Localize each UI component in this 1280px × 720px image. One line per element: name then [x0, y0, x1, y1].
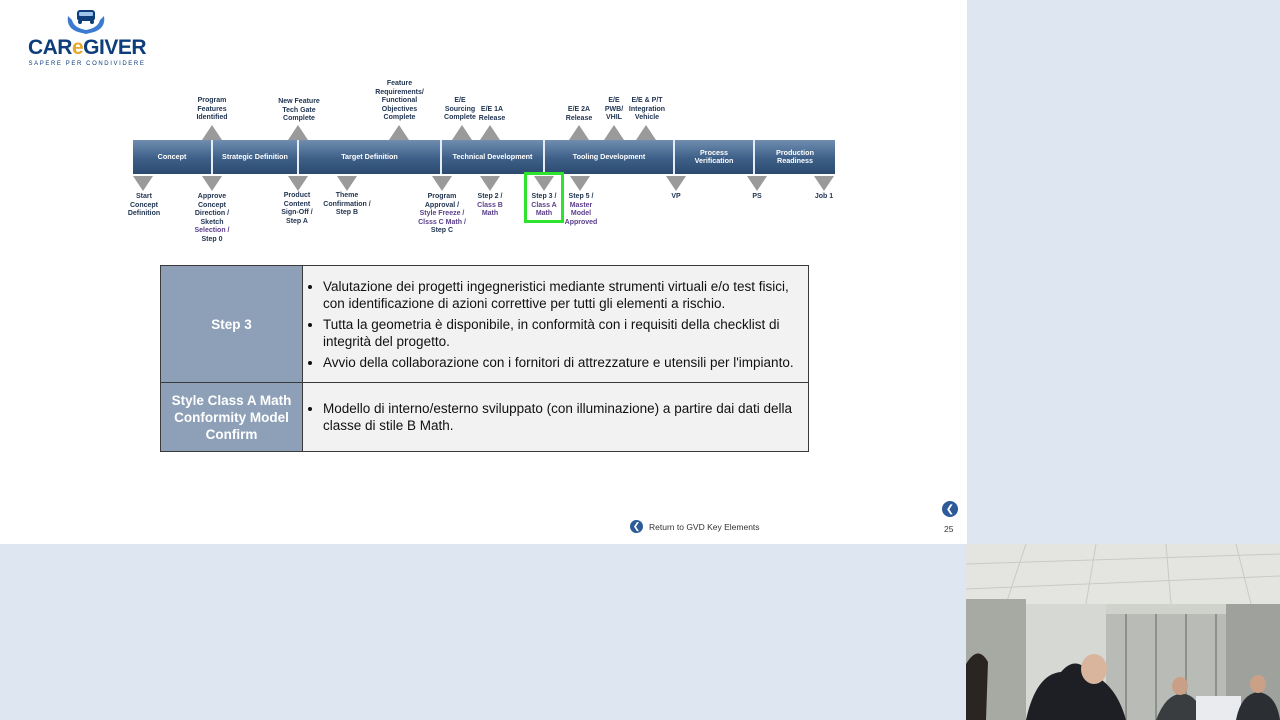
milestone-label-top: E/E Sourcing Complete [444, 97, 476, 121]
milestone-marker-down [747, 176, 767, 191]
milestone-label-top: E/E & P/T Integration Vehicle [628, 97, 666, 121]
milestone-label-bottom: Step 3 / Class A Math [531, 193, 557, 217]
milestone-label-bottom: Theme Confirmation / Step B [323, 192, 371, 216]
page-number: 25 [944, 524, 954, 534]
milestone-label-top: Program Features Identified [196, 97, 228, 121]
row-header: Step 3 [161, 266, 303, 383]
milestone-marker-down [480, 176, 500, 191]
milestone-label-bottom: Job 1 [814, 193, 834, 200]
list-item: • Modello di interno/esterno sviluppato (con illuminazione) a partire dai dati della classe di stile B Math. [323, 400, 802, 434]
milestone-marker-up [480, 125, 500, 140]
milestone-label-bottom: VP [671, 193, 681, 200]
milestone-label-top: E/E 2A Release [565, 106, 593, 122]
milestone-marker-down [337, 176, 357, 191]
current-step-highlight [524, 172, 564, 223]
milestone-marker-down [570, 176, 590, 191]
milestone-marker-up [288, 125, 308, 140]
table-row [161, 266, 809, 383]
list-item: • Valutazione dei progetti ingegneristici mediante strumenti virtuali e/o test fisici, con identificazione di azioni correttive per tutti gli elementi a rischio. [323, 278, 802, 312]
milestone-marker-down [288, 176, 308, 191]
milestone-label-bottom: Start Concept Definition [127, 193, 161, 217]
row-header: Style Class A Math Conformity Model Confirm [161, 383, 303, 452]
webcam-video-feed [966, 544, 1280, 720]
milestone-marker-down [666, 176, 686, 191]
milestone-marker-up [452, 125, 472, 140]
milestone-marker-down [133, 176, 153, 191]
list-item: • Tutta la geometria è disponibile, in conformità con i requisiti della checklist di integrità del progetto. [323, 316, 802, 350]
milestone-marker-down [432, 176, 452, 191]
milestone-label-bottom: Step 5 / Master Model Approved [564, 193, 598, 226]
phase-concept: Concept [133, 140, 213, 174]
milestone-label-top: E/E 1A Release [478, 106, 506, 122]
phase-technical-development: Technical Development [442, 140, 545, 174]
milestone-marker-down [814, 176, 834, 191]
milestone-marker-up [389, 125, 409, 140]
step-detail-table [160, 265, 809, 452]
milestone-label-bottom: PS [752, 193, 762, 200]
row-content [303, 266, 809, 383]
phase-strategic-definition: Strategic Definition [213, 140, 299, 174]
milestone-label-top: Feature Requirements/ Functional Objectives Complete [375, 80, 424, 121]
car-hands-icon [64, 6, 108, 36]
milestone-marker-up [636, 125, 656, 140]
phase-tooling-development: Tooling Development [545, 140, 675, 174]
milestone-label-bottom: Program Approval / Style Freeze / Clsss C Math / Step C [418, 193, 466, 234]
list-item: • Avvio della collaborazione con i fornitori di attrezzature e utensili per l'impianto. [323, 354, 802, 371]
row-content [303, 383, 809, 452]
milestone-marker-up [604, 125, 624, 140]
phase-production-readiness: Production Readiness [755, 140, 835, 174]
table-row [161, 383, 809, 452]
phase-target-definition: Target Definition [299, 140, 442, 174]
return-link-label: Return to GVD Key Elements [649, 521, 760, 532]
webcam-scene-image [966, 544, 1280, 720]
milestone-marker-up [202, 125, 222, 140]
milestone-label-top: E/E PWB/ VHIL [604, 97, 624, 121]
milestone-marker-down [202, 176, 222, 191]
logo-wordmark: CAReGIVER [27, 36, 147, 59]
caregiver-logo [17, 6, 157, 70]
milestone-label-bottom: Step 2 / Class B Math [477, 193, 503, 217]
return-to-key-elements-link[interactable] [630, 520, 760, 533]
back-arrow-icon: ❮ [630, 520, 643, 533]
milestone-label-bottom: Product Content Sign-Off / Step A [281, 192, 313, 225]
phase-process-verification: Process Verification [675, 140, 755, 174]
milestone-marker-up [569, 125, 589, 140]
back-nav-icon[interactable]: ❮ [942, 501, 958, 517]
logo-tagline: SAPERE PER CONDIVIDERE [28, 61, 146, 67]
milestone-label-top: New Feature Tech Gate Complete [278, 98, 320, 122]
milestone-label-bottom: Approve Concept Direction / Sketch Selection / Step 0 [194, 193, 230, 243]
